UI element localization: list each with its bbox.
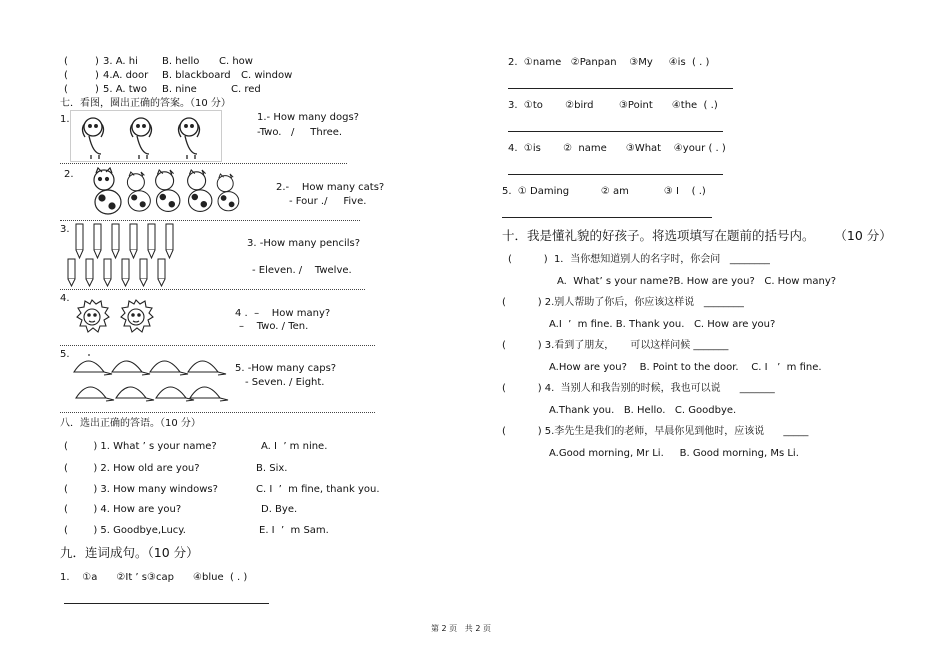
option-c: C. red [231, 84, 261, 95]
pencils-row-1 [68, 222, 186, 260]
page-footer: 第 2 页 共 2 页 [431, 624, 491, 633]
s8-answer: E. I ’ m Sam. [259, 525, 329, 536]
s7-item-4-choices: – Two. / Ten. [239, 321, 309, 332]
separator [60, 412, 375, 413]
paren-close: ) [95, 84, 99, 95]
separator [60, 345, 375, 346]
s10-question: ( ) 4. 当别人和我告别的时候，我也可以说 _______ [502, 383, 775, 394]
option-c: C. how [219, 56, 253, 67]
s9-item-4: 4. ①is ② name ③What ④your ( . ) [508, 143, 726, 154]
s8-question: ( ) 3. How many windows? [64, 484, 218, 495]
section-9-heading: 九．连词成句。（10 分） [60, 545, 199, 560]
s10-options: A.Good morning, Mr Li. B. Good morning, Ms Li. [549, 448, 799, 459]
s8-question: ( ) 2. How old are you? [64, 463, 200, 474]
s9-item-1: 1. ①a ②It ’ s③cap ④blue ( . ) [60, 572, 248, 583]
dogs-picture [70, 110, 222, 162]
s7-item-1-question: 1.- How many dogs? [257, 112, 359, 123]
pencils-row-2 [62, 258, 178, 288]
s10-question: ( ) 1．当你想知道别人的名字时，你会问 ________ [508, 254, 770, 265]
paren-close: ) [95, 70, 99, 81]
s10-question: ( ) 3.看到了朋友， 可以这样问候 _______ [502, 340, 729, 351]
paren-open: ( [64, 70, 68, 81]
s8-question: ( ) 1. What ’ s your name? [64, 441, 217, 452]
paren-open: ( [64, 56, 68, 67]
s7-item-1-choices: -Two. / Three. [257, 127, 343, 138]
s8-answer: A. I ’ m nine. [261, 441, 328, 452]
answer-line[interactable] [508, 174, 723, 175]
s7-item-1-number: 1. [60, 114, 70, 125]
s7-item-3-choices: - Eleven. / Twelve. [252, 265, 352, 276]
s8-answer: D. Bye. [261, 504, 298, 515]
s7-item-2-choices: - Four ./ Five. [289, 196, 367, 207]
s9-item-3: 3. ①to ②bird ③Point ④the ( .) [508, 100, 718, 111]
option-b: B. nine [162, 84, 197, 95]
s10-options: A.Thank you. B. Hello. C. Goodbye. [549, 405, 737, 416]
s8-answer: C. I ’ m fine, thank you. [256, 484, 380, 495]
option-a: 3. A. hi [103, 56, 138, 67]
s10-question: ( ) 5.李先生是我们的老师，早晨你见到他时，应该说 _____ [502, 426, 809, 437]
s7-item-4-number: 4. [60, 293, 70, 304]
s9-item-5: 5. ① Daming ② am ③ I ( .) [502, 186, 706, 197]
option-a: 4.A. door [103, 70, 149, 81]
paren-close: ) [95, 56, 99, 67]
option-b: B. blackboard [162, 70, 231, 81]
s7-item-3-question: 3. -How many pencils? [247, 238, 361, 249]
section-7-heading: 七．看图，圈出正确的答案。（10 分） [60, 98, 231, 109]
s10-options: A.How are you? B. Point to the door. C. I ’ m fine. [549, 362, 822, 373]
s9-item-2: 2. ①name ②Panpan ③My ④is ( . ) [508, 57, 710, 68]
answer-line[interactable] [508, 131, 723, 132]
option-b: B. hello [162, 56, 200, 67]
separator [60, 163, 347, 164]
option-a: 5. A. two [103, 84, 147, 95]
answer-line[interactable] [508, 88, 733, 89]
s7-item-2-number: 2. [64, 169, 74, 180]
s7-item-4-question: 4 . – How many? [235, 308, 331, 319]
section-10-heading: 十．我是懂礼貌的好孩子。将选项填写在题前的括号内。 （10 分） [502, 228, 892, 243]
s10-options: A.I ’ m fine. B. Thank you. C. How are you? [549, 319, 776, 330]
s7-item-5-question: 5. -How many caps? [235, 363, 337, 374]
section-8-heading: 八．选出正确的答语。（10 分） [60, 418, 201, 429]
s7-item-5-choices: - Seven. / Eight. [245, 377, 325, 388]
cats-picture [88, 166, 243, 218]
answer-line[interactable] [502, 217, 712, 218]
caps-picture [70, 352, 230, 408]
separator [60, 289, 365, 290]
s7-item-3-number: 3. [60, 224, 70, 235]
s10-options: A. What’ s your name?B. How are you? C. How many? [557, 276, 837, 287]
answer-line[interactable] [64, 603, 269, 604]
s7-item-5-number: 5. [60, 349, 70, 360]
lions-picture [70, 296, 162, 336]
s8-question: ( ) 5. Goodbye,Lucy. [64, 525, 186, 536]
paren-open: ( [64, 84, 68, 95]
option-c: C. window [241, 70, 293, 81]
s7-item-2-question: 2.- How many cats? [276, 182, 385, 193]
s10-question: ( ) 2.别人帮助了你后，你应该这样说 ________ [502, 297, 744, 308]
separator [60, 220, 360, 221]
s8-question: ( ) 4. How are you? [64, 504, 182, 515]
s8-answer: B. Six. [256, 463, 288, 474]
